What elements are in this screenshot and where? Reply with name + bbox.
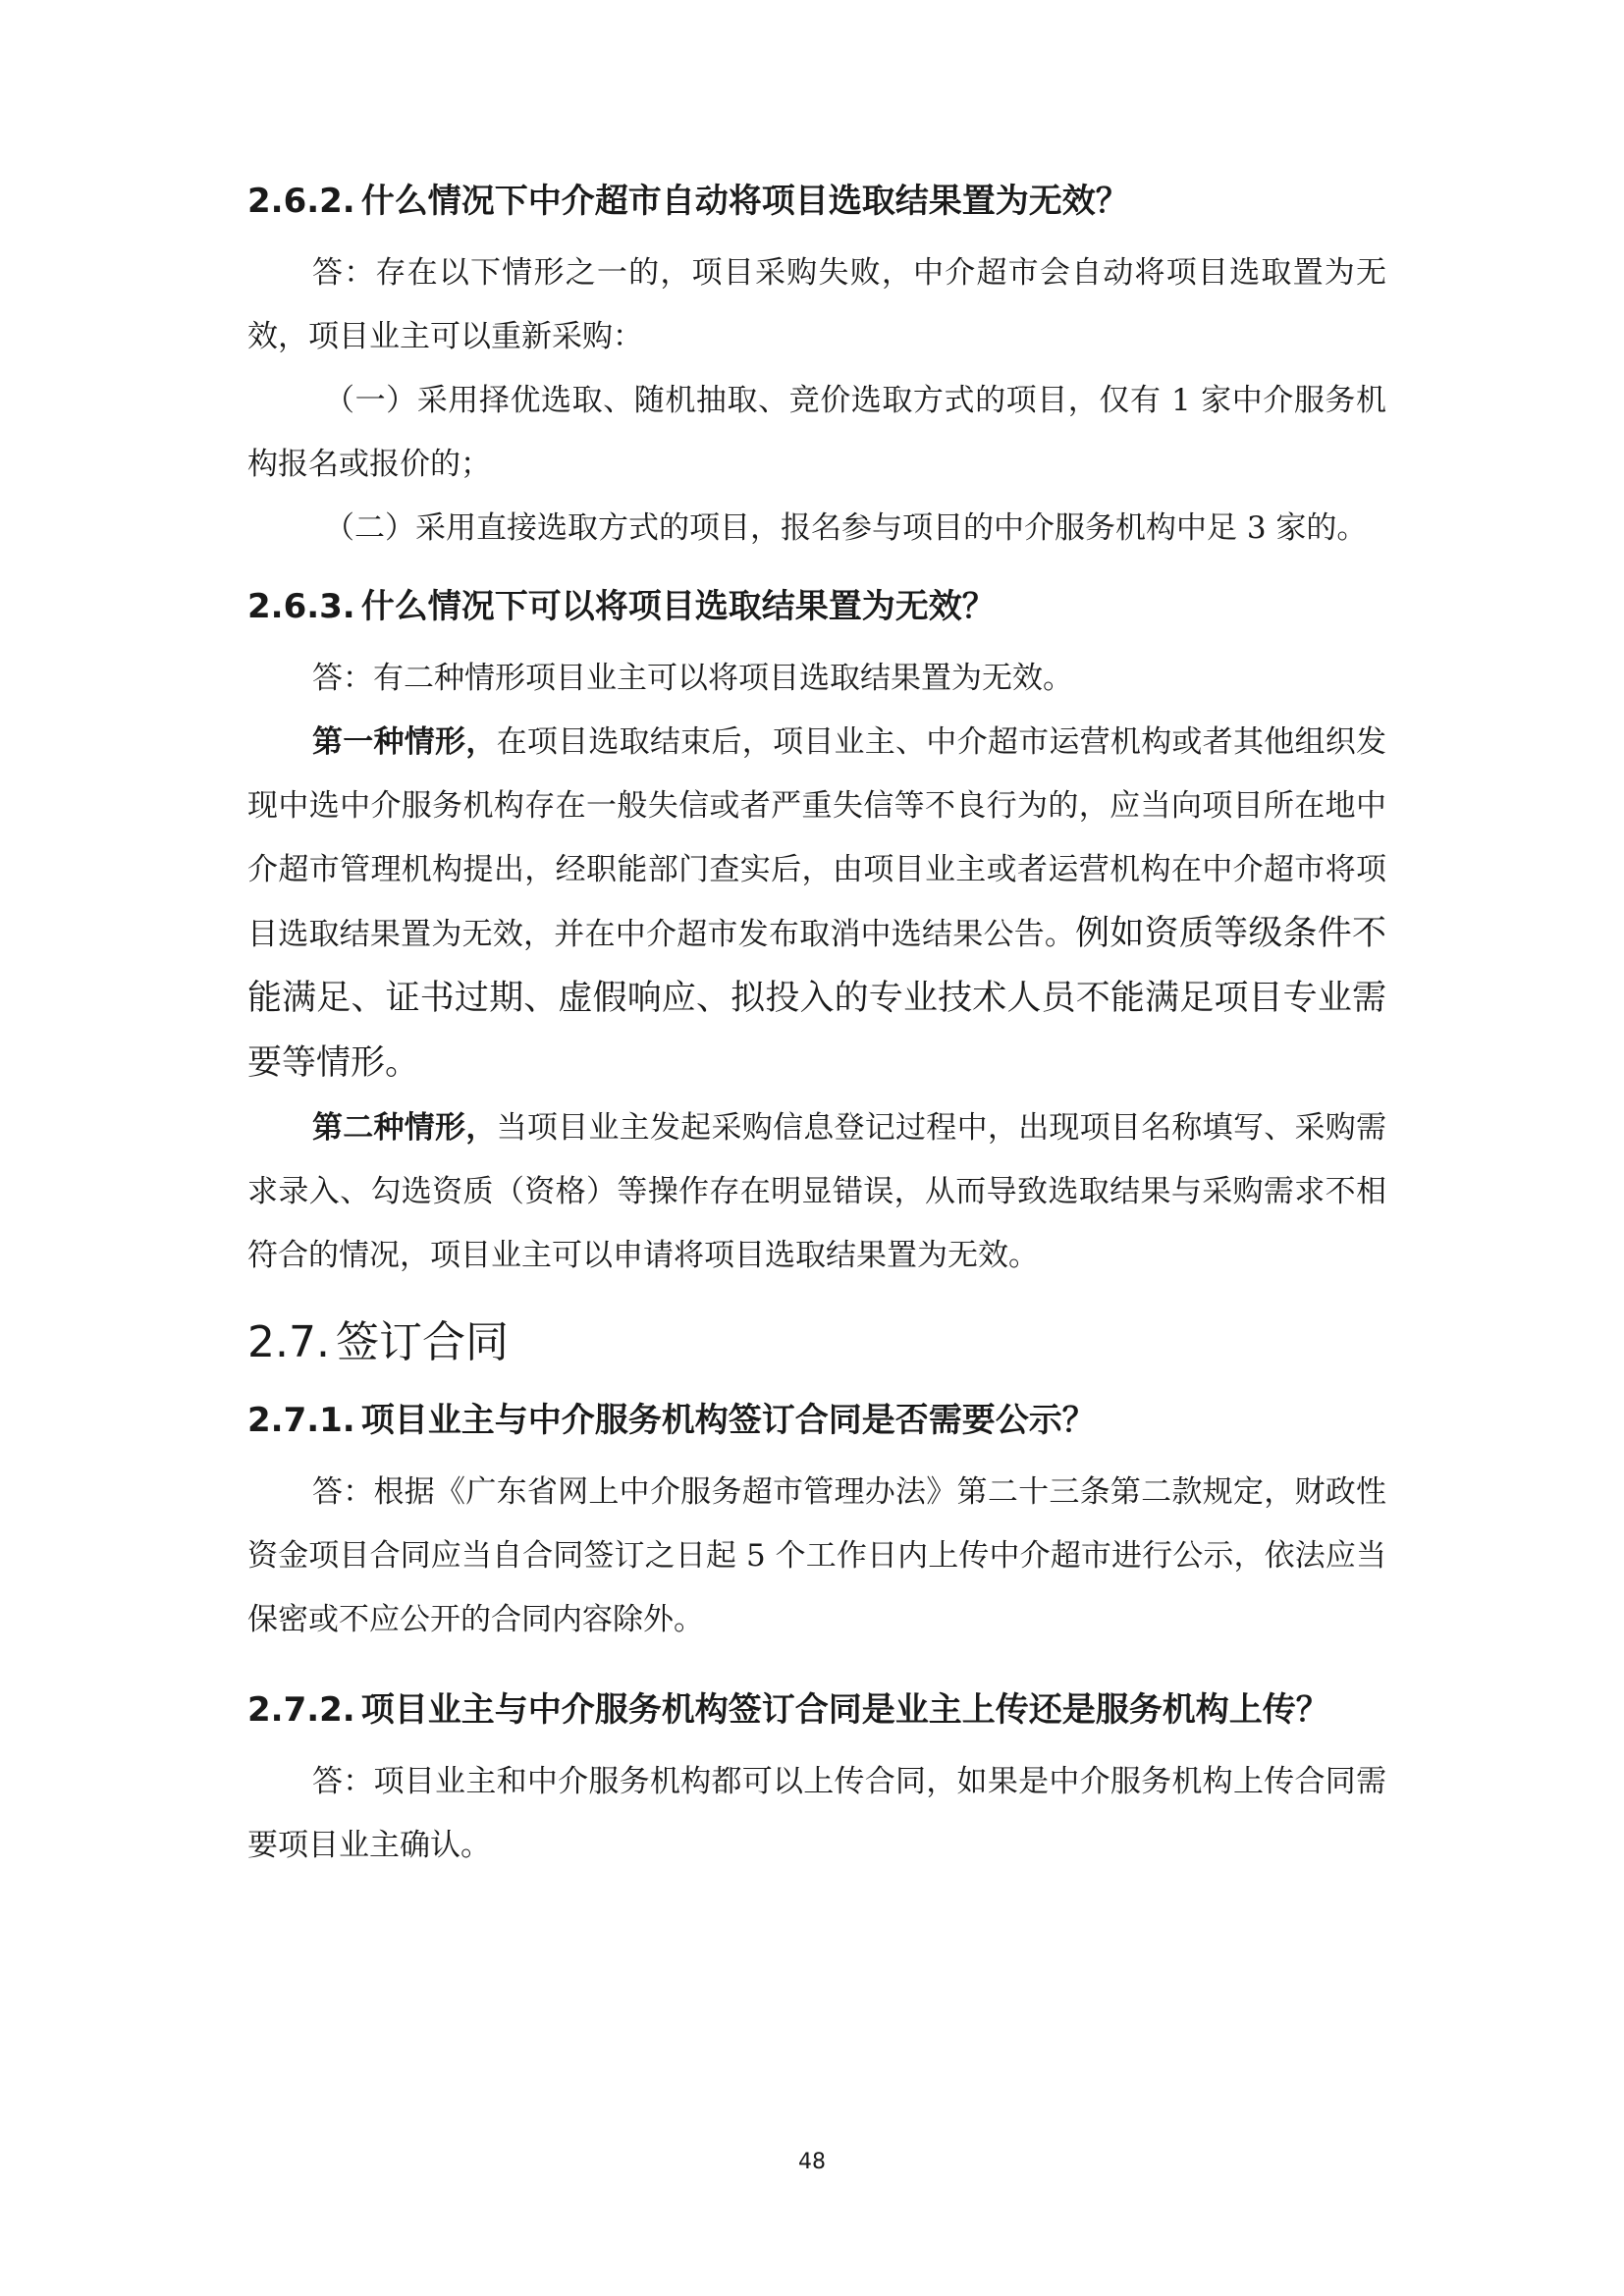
page-number: 48 [798, 2150, 826, 2174]
answer-paragraph: 答：有二种情形项目业主可以将项目选取结果置为无效。 [312, 661, 1073, 696]
case-paragraph-2 [247, 1096, 1386, 1288]
case-text: 当项目业主发起采购信息登记过程中，出现项目名称填写、采购需求录入、勾选资质（资格）等操作存在明显错误，从而导致选取结果与采购需求不相符合的情况，项目业主可以申请将项目选取结果置为无效。 [247, 1110, 1387, 1273]
list-item: （一）采用择优选取、随机抽取、竞价选取方式的项目，仅有 1 家中介服务机构报名或报价的； [247, 383, 1386, 482]
heading-text: 项目业主与中介服务机构签订合同是业主上传还是服务机构上传？ [360, 1690, 1329, 1730]
answer-paragraph: 答：项目业主和中介服务机构都可以上传合同，如果是中介服务机构上传合同需要项目业主确认。 [247, 1764, 1386, 1863]
case-label: 第二种情形， [312, 1110, 497, 1146]
case-text: 在项目选取结束后，项目业主、中介超市运营机构或者其他组织发现中选中介服务机构存在一般失信或者严重失信等不良行为的，应当向项目所在地中介超市管理机构提出，经职能部门查实后，由项目业主或者运营机构在中介超市将项目选取结果置为无效，并在中介超市发布取消中选结果公告。 [247, 724, 1387, 952]
document-page [247, 177, 1386, 1878]
answer-paragraph: 答：根据《广东省网上中介服务超市管理办法》第二十三条第二款规定，财政性资金项目合同应当自合同签订之日起 5 个工作日内上传中介超市进行公示，依法应当保密或不应公开的合同内容除外。 [247, 1474, 1386, 1637]
heading-2-6-2 [247, 177, 1386, 226]
answer-paragraph: 答：存在以下情形之一的，项目采购失败，中介超市会自动将项目选取置为无效，项目业主可以重新采购： [247, 255, 1386, 354]
heading-text: 签订合同 [335, 1317, 509, 1367]
heading-2-7-1 [247, 1396, 1386, 1445]
heading-2-7 [247, 1313, 1386, 1372]
case-paragraph-1 [247, 711, 1386, 1096]
heading-2-7-2 [247, 1685, 1386, 1735]
heading-text: 什么情况下中介超市自动将项目选取结果置为无效？ [360, 182, 1129, 221]
heading-number: 2.6.3. [247, 587, 355, 626]
heading-number: 2.7. [247, 1317, 330, 1367]
list-item: （二）采用直接选取方式的项目，报名参与项目的中介服务机构中足 3 家的。 [324, 510, 1368, 546]
case-example: 例如资质等级条件不能满足、证书过期、虚假响应、拟投入的专业技术人员不能满足项目专业需要等情形。 [247, 914, 1386, 1083]
heading-text: 项目业主与中介服务机构签订合同是否需要公示？ [360, 1401, 1096, 1440]
case-label: 第一种情形， [312, 724, 497, 760]
heading-number: 2.6.2. [247, 182, 355, 221]
heading-number: 2.7.1. [247, 1401, 355, 1440]
heading-2-6-3 [247, 582, 1386, 631]
heading-text: 什么情况下可以将项目选取结果置为无效？ [360, 587, 996, 626]
heading-number: 2.7.2. [247, 1690, 355, 1730]
